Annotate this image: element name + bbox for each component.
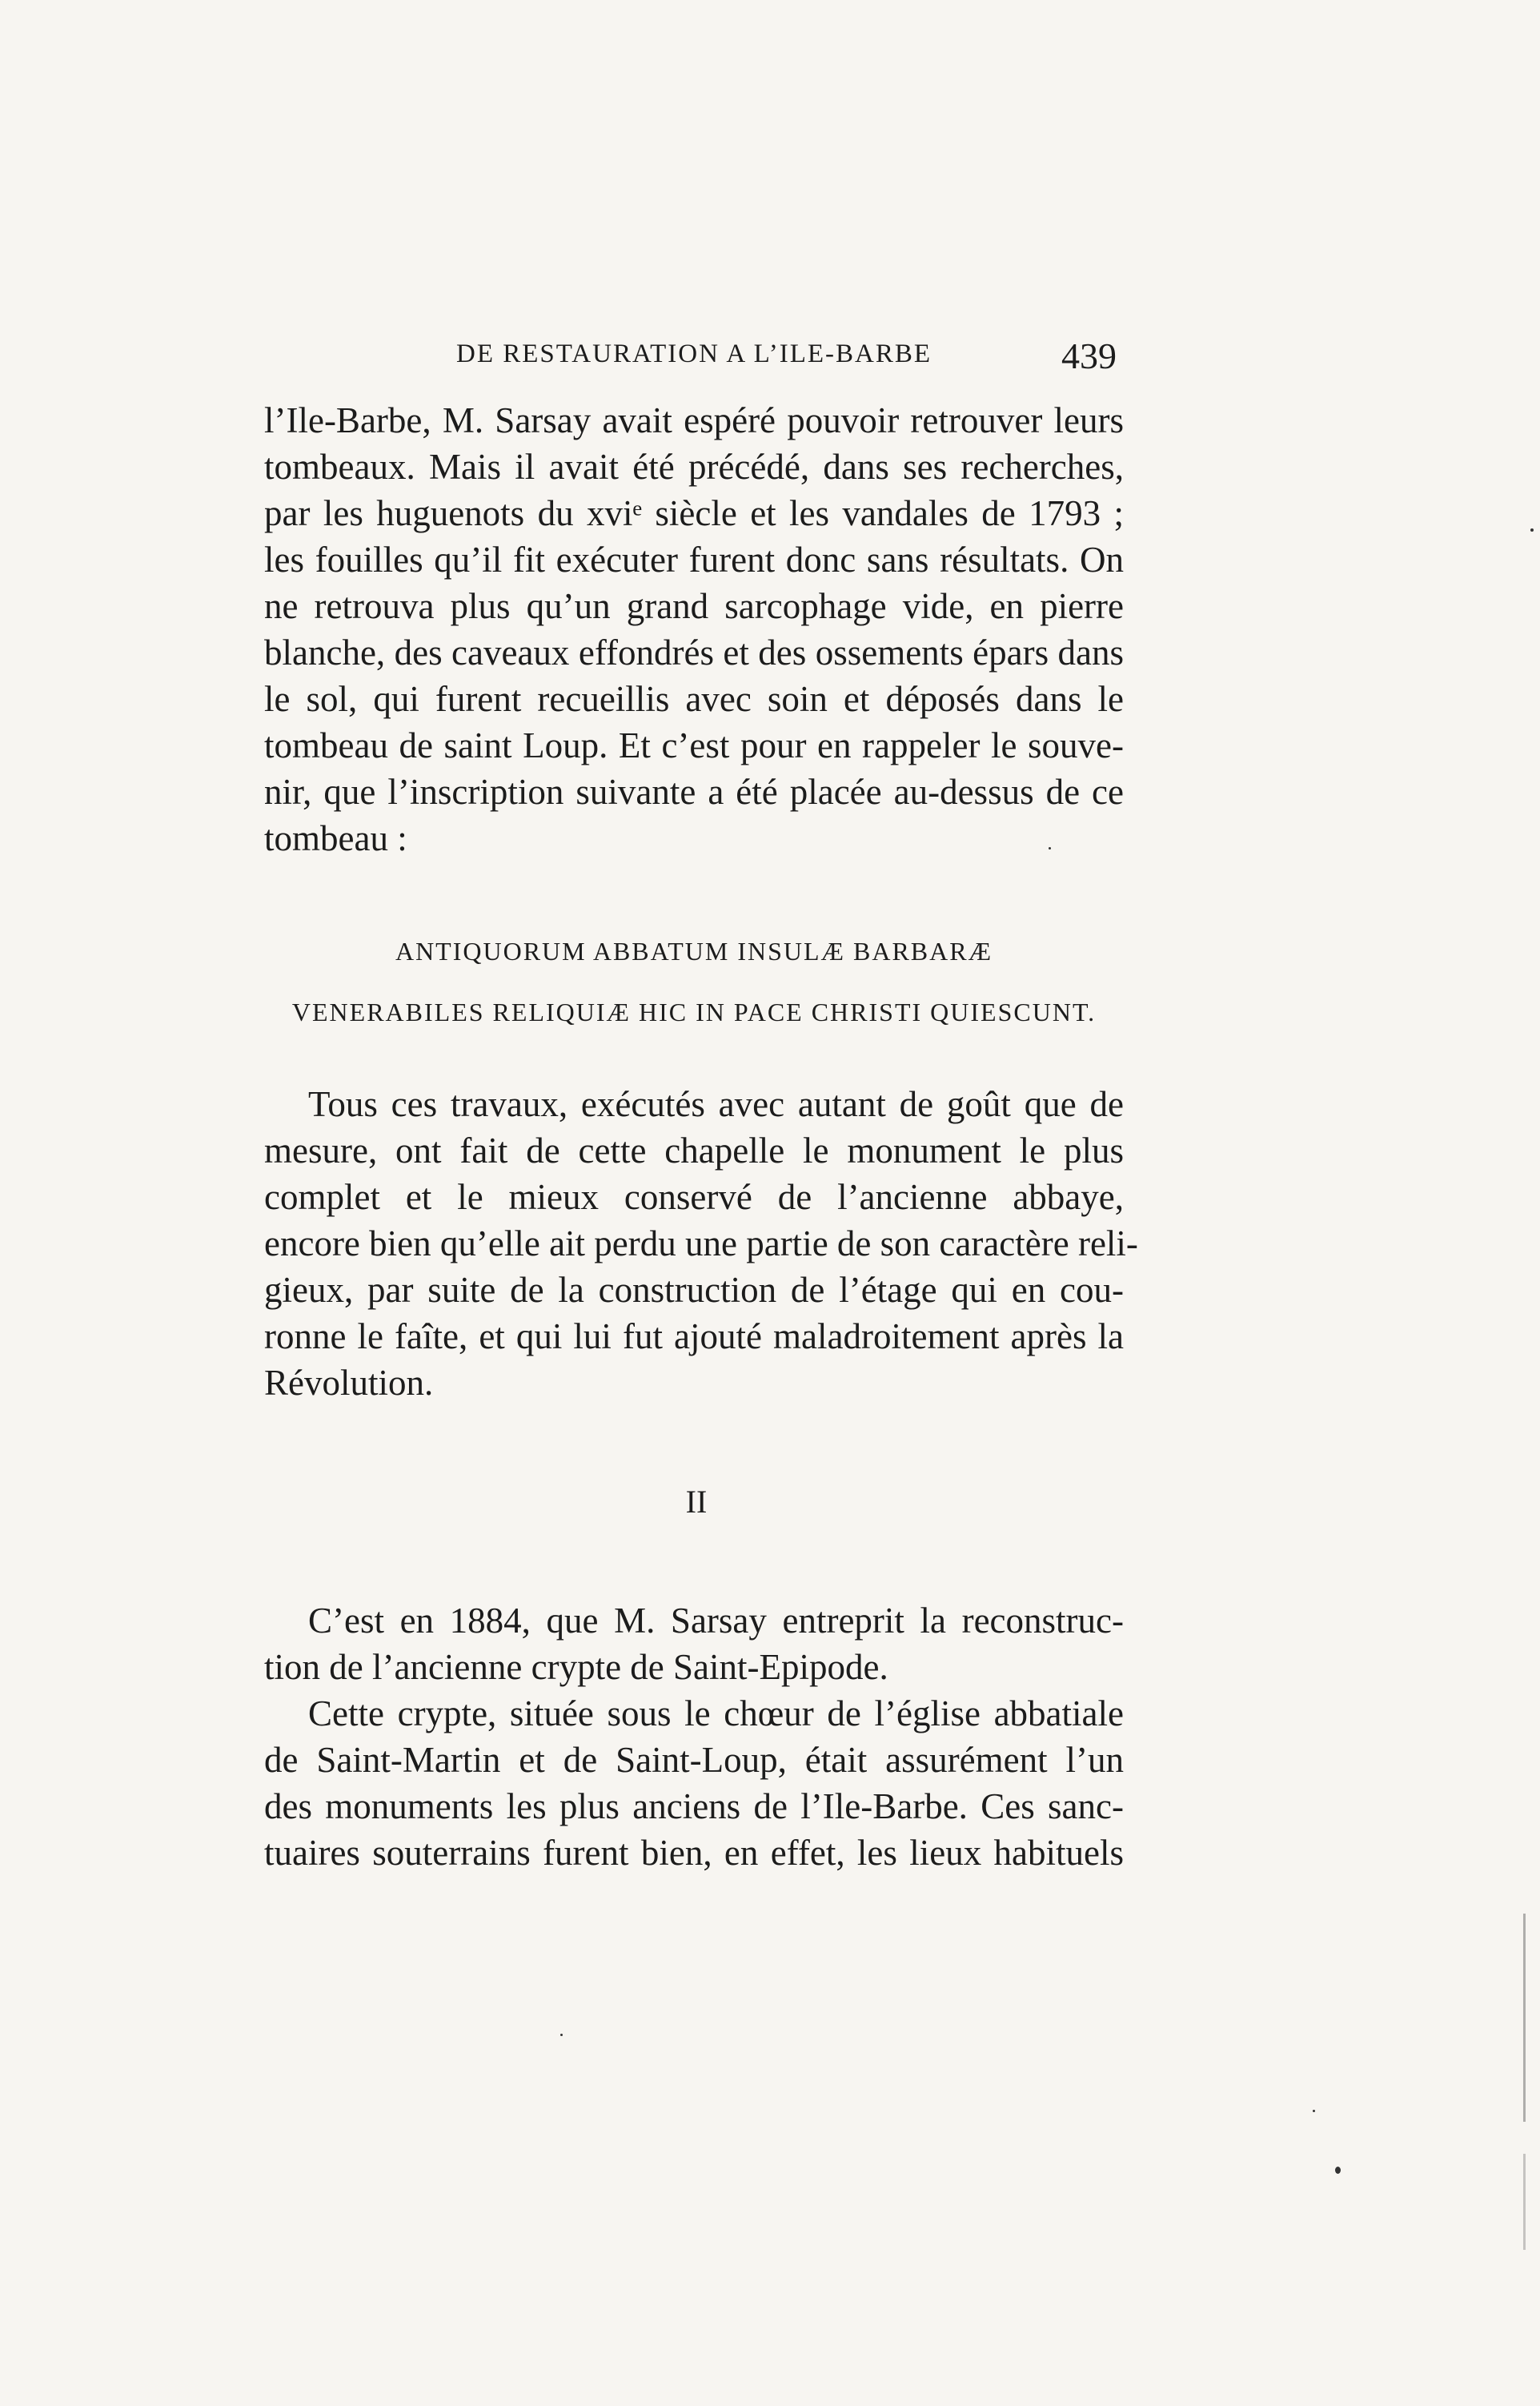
- inscription-line-1: ANTIQUORUM ABBATUM INSULÆ BARBARÆ: [395, 937, 993, 966]
- text-line: ne retrouva plus qu’un grand sarcophage vide, en pierre: [264, 586, 1124, 626]
- text-line: C’est en 1884, que M. Sarsay entreprit la reconstruc-: [308, 1601, 1124, 1641]
- text-line: gieux, par suite de la construction de l’étage qui en cou-: [264, 1270, 1124, 1310]
- text-line: ronne le faîte, et qui lui fut ajouté maladroitement après la: [264, 1316, 1124, 1356]
- paragraph-2: [264, 1081, 1138, 1406]
- text-line: blanche, des caveaux effondrés et des ossements épars dans: [264, 633, 1124, 673]
- text-line: mesure, ont fait de cette chapelle le monument le plus: [264, 1131, 1124, 1171]
- paragraph-3: [264, 1597, 1124, 1876]
- text-line: le sol, qui furent recueillis avec soin et déposés dans le: [264, 679, 1124, 719]
- paragraph-1: [264, 397, 1124, 862]
- page-edge-mark: [1523, 1914, 1526, 2122]
- text-line: tombeau :: [264, 818, 407, 858]
- text-line: tuaires souterrains furent bien, en effet, les lieux habituels: [264, 1833, 1124, 1873]
- scan-speck: [1530, 528, 1534, 532]
- text-line: Tous ces travaux, exécutés avec autant de goût que de: [308, 1084, 1124, 1124]
- page-number: 439: [1061, 335, 1117, 376]
- text-line: tombeau de saint Loup. Et c’est pour en rappeler le souve-: [264, 725, 1124, 765]
- text-line: Cette crypte, située sous le chœur de l’église abbatiale: [308, 1693, 1124, 1733]
- section-number: II: [685, 1484, 708, 1520]
- running-head: [456, 335, 1117, 383]
- inscription-line-2: VENERABILES RELIQUIÆ HIC IN PACE CHRISTI QUIESCUNT.: [291, 998, 1097, 1026]
- text-line: par les huguenots du xviᵉ siècle et les vandales de 1793 ;: [264, 493, 1124, 533]
- text-line: de Saint-Martin et de Saint-Loup, était assurément l’un: [264, 1740, 1124, 1780]
- scan-speck: [1313, 2110, 1315, 2112]
- text-line: tion de l’ancienne crypte de Saint-Epipode.: [264, 1647, 888, 1687]
- page-edge-mark: [1523, 2154, 1526, 2250]
- text-line: tombeaux. Mais il avait été précédé, dans ses recherches,: [264, 447, 1124, 487]
- text-line: Révolution.: [264, 1363, 434, 1403]
- text-line: encore bien qu’elle ait perdu une partie de son caractère reli-: [264, 1223, 1138, 1263]
- text-line: des monuments les plus anciens de l’Ile-Barbe. Ces sanc-: [264, 1786, 1124, 1826]
- text-line: l’Ile-Barbe, M. Sarsay avait espéré pouvoir retrouver leurs: [264, 400, 1124, 440]
- scan-speck: [1335, 2167, 1341, 2174]
- text-line: nir, que l’inscription suivante a été placée au-dessus de ce: [264, 772, 1124, 812]
- text-line: les fouilles qu’il fit exécuter furent donc sans résultats. On: [264, 540, 1124, 580]
- text-line: complet et le mieux conservé de l’ancienne abbaye,: [264, 1177, 1124, 1217]
- scan-speck: [560, 2034, 563, 2036]
- running-title: DE RESTAURATION A L’ILE-BARBE: [456, 339, 932, 368]
- scan-speck: [1049, 847, 1051, 850]
